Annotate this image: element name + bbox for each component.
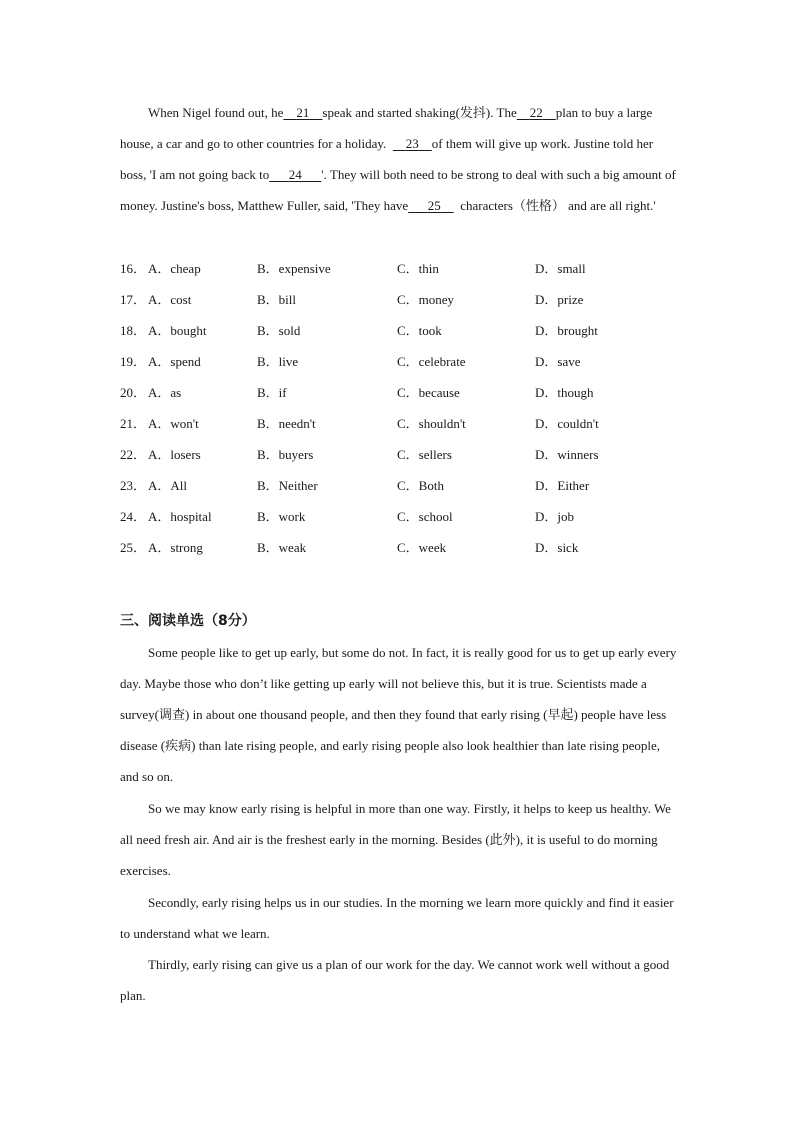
- option-d[interactable]: D．Either: [535, 478, 590, 493]
- question-number: 21．: [120, 416, 147, 431]
- option-d[interactable]: D．winners: [535, 447, 599, 462]
- option-b[interactable]: B．Neither: [257, 478, 318, 493]
- option-a[interactable]: A．spend: [148, 354, 201, 369]
- option-c[interactable]: C．celebrate: [397, 354, 466, 369]
- option-b[interactable]: B．sold: [257, 323, 301, 338]
- question-20: [120, 377, 680, 408]
- option-b[interactable]: B．expensive: [257, 261, 331, 276]
- option-b[interactable]: B．buyers: [257, 447, 314, 462]
- question-number: 16．: [120, 261, 147, 276]
- passage-text: speak and started shaking(发抖). The: [322, 105, 517, 120]
- blank-21: 21: [296, 105, 310, 120]
- question-17: [120, 284, 680, 315]
- question-number: 18．: [120, 323, 147, 338]
- option-d[interactable]: D．job: [535, 509, 575, 524]
- option-c[interactable]: C．shouldn't: [397, 416, 466, 431]
- question-21: [120, 408, 680, 439]
- passage-text: characters（性格） and are all right.': [460, 198, 656, 213]
- option-a[interactable]: A．hospital: [148, 509, 212, 524]
- question-18: [120, 315, 680, 346]
- reading-paragraph-1: Some people like to get up early, but some do not. In fact, it is really good for us to get up early every day. Maybe those who don’t like getting up early will not believe this, but it is true. Scientists made a survey(调查) in about one thousand people, and then they found that early rising (早起) people have less disease (疾病) than late rising people, and early rising people also look healthier than late rising people, and so on.: [120, 645, 677, 784]
- option-a[interactable]: A．won't: [148, 416, 199, 431]
- option-c[interactable]: C．took: [397, 323, 442, 338]
- passage-text: plan to buy a large house, a car and go to other countries for a holiday.: [120, 105, 653, 151]
- reading-paragraph-3: Secondly, early rising helps us in our studies. In the morning we learn more quickly and find it easier to understand what we learn.: [120, 895, 674, 941]
- option-b[interactable]: B．work: [257, 509, 306, 524]
- option-b[interactable]: B．weak: [257, 540, 307, 555]
- question-22: [120, 439, 680, 470]
- question-25: [120, 532, 680, 563]
- option-c[interactable]: C．thin: [397, 261, 439, 276]
- option-a[interactable]: A．bought: [148, 323, 207, 338]
- blank-23: 23: [405, 136, 419, 151]
- option-d[interactable]: D．prize: [535, 292, 584, 307]
- option-a[interactable]: A．strong: [148, 540, 203, 555]
- cloze-passage: [120, 97, 680, 221]
- question-number: 20．: [120, 385, 147, 400]
- option-a[interactable]: A．as: [148, 385, 182, 400]
- option-c[interactable]: C．school: [397, 509, 453, 524]
- question-number: 17．: [120, 292, 147, 307]
- option-a[interactable]: A．cost: [148, 292, 192, 307]
- question-19: [120, 346, 680, 377]
- reading-paragraph-4: Thirdly, early rising can give us a plan of our work for the day. We cannot work well without a good plan.: [120, 957, 670, 1003]
- option-d[interactable]: D．brought: [535, 323, 598, 338]
- blank-25: 25: [427, 198, 441, 213]
- option-d[interactable]: D．couldn't: [535, 416, 599, 431]
- question-23: [120, 470, 680, 501]
- option-a[interactable]: A．All: [148, 478, 188, 493]
- question-number: 24．: [120, 509, 147, 524]
- blank-24: 24: [288, 167, 302, 182]
- option-b[interactable]: B．if: [257, 385, 287, 400]
- option-b[interactable]: B．bill: [257, 292, 297, 307]
- options-list: [120, 253, 680, 563]
- question-16: [120, 253, 680, 284]
- option-d[interactable]: D．sick: [535, 540, 579, 555]
- option-c[interactable]: C．money: [397, 292, 455, 307]
- passage-text: of them will give up work. Justine told her boss, 'I am not going back to: [120, 136, 654, 182]
- section-title: 三、阅读单选（8分）: [120, 613, 256, 629]
- question-number: 25．: [120, 540, 147, 555]
- option-a[interactable]: A．losers: [148, 447, 201, 462]
- option-b[interactable]: B．live: [257, 354, 299, 369]
- option-d[interactable]: D．small: [535, 261, 586, 276]
- reading-paragraph-2: So we may know early rising is helpful in more than one way. Firstly, it helps to keep us healthy. We all need fresh air. And air is the freshest early in the morning. Besides (此外), it is useful to do morning exercises.: [120, 801, 671, 878]
- option-a[interactable]: A．cheap: [148, 261, 201, 276]
- question-number: 23．: [120, 478, 147, 493]
- option-c[interactable]: C．Both: [397, 478, 444, 493]
- option-c[interactable]: C．because: [397, 385, 460, 400]
- question-number: 22．: [120, 447, 147, 462]
- passage-text: '. They will both need to be strong to deal with such a big amount of money. Justine's boss, Matthew Fuller, said, 'They have: [120, 167, 676, 213]
- blank-22: 22: [529, 105, 543, 120]
- option-c[interactable]: C．sellers: [397, 447, 452, 462]
- option-d[interactable]: D．save: [535, 354, 581, 369]
- option-b[interactable]: B．needn't: [257, 416, 316, 431]
- option-c[interactable]: C．week: [397, 540, 447, 555]
- passage-text: When Nigel found out, he: [148, 105, 284, 120]
- option-d[interactable]: D．though: [535, 385, 594, 400]
- question-24: [120, 501, 680, 532]
- question-number: 19．: [120, 354, 147, 369]
